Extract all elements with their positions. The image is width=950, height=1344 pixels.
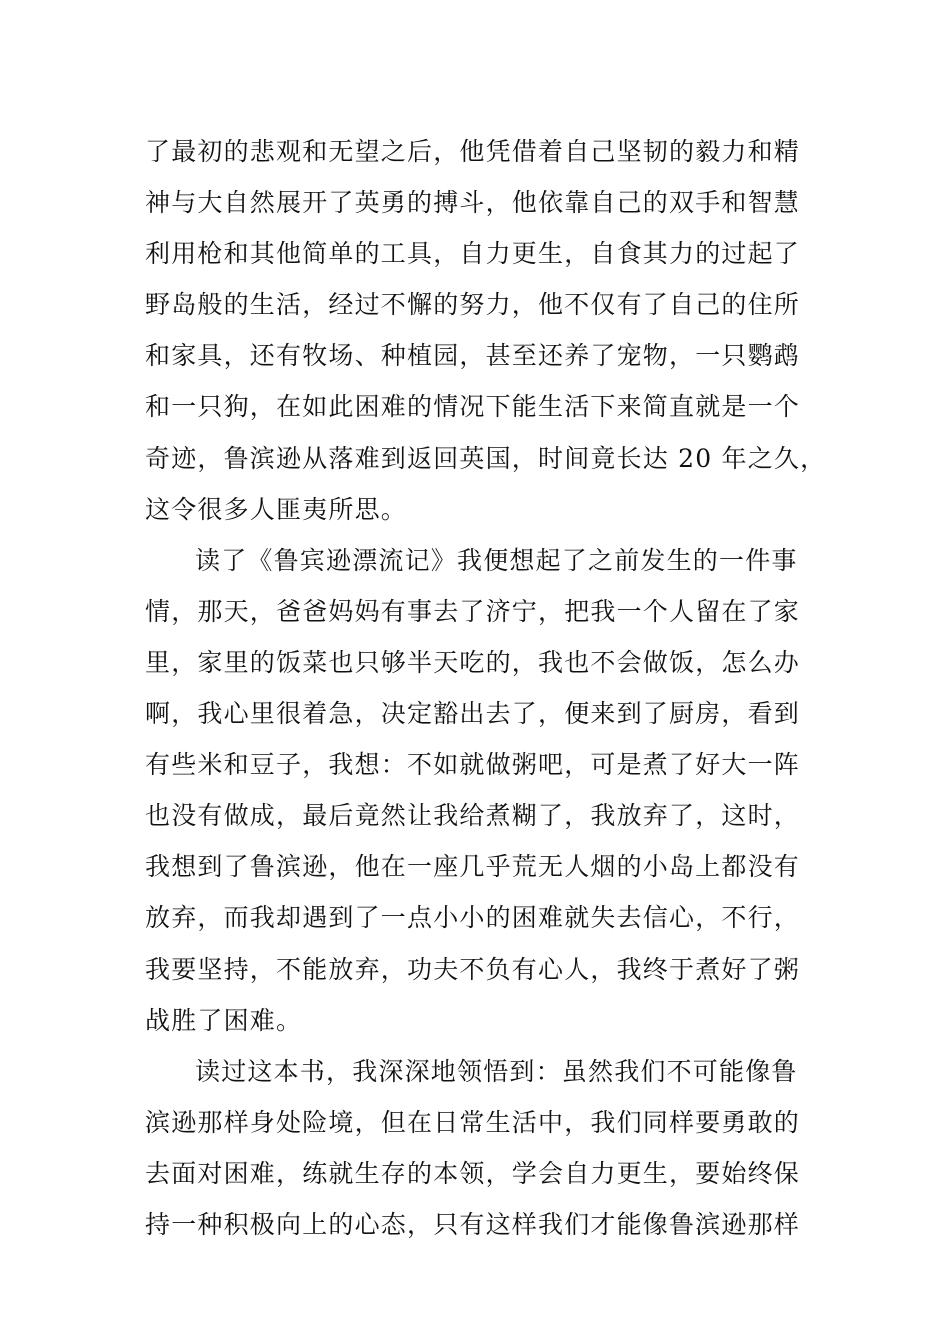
paragraph-line: 持一种积极向上的心态，只有这样我们才能像鲁滨逊那样 <box>145 1209 801 1239</box>
paragraph-line: 野岛般的生活，经过不懈的努力，他不仅有了自己的住所 <box>145 290 801 320</box>
paragraph-line: 读过这本书，我深深地领悟到：虽然我们不可能像鲁 <box>195 1056 798 1086</box>
paragraph-line: 去面对困难，练就生存的本领，学会自力更生，要始终保 <box>145 1158 801 1188</box>
document-body <box>145 126 827 1250</box>
paragraph-line: 情，那天，爸爸妈妈有事去了济宁，把我一个人留在了家 <box>145 596 801 626</box>
paragraph-1 <box>145 126 827 535</box>
paragraph-line: 了最初的悲观和无望之后，他凭借着自己坚韧的毅力和精 <box>145 137 801 166</box>
paragraph-line: 我要坚持，不能放弃，功夫不负有心人，我终于煮好了粥 <box>145 954 801 984</box>
paragraph-line: 我想到了鲁滨逊，他在一座几乎荒无人烟的小岛上都没有 <box>145 852 801 882</box>
paragraph-line: 战胜了困难。 <box>145 1005 303 1035</box>
paragraph-line: 神与大自然展开了英勇的搏斗，他依靠自己的双手和智慧 <box>145 188 801 218</box>
paragraph-line: 有些米和豆子，我想：不如就做粥吧，可是煮了好大一阵 <box>145 750 801 780</box>
paragraph-line: 利用枪和其他简单的工具，自力更生，自食其力的过起了 <box>145 239 801 269</box>
paragraph-line: 和家具，还有牧场、种植园，甚至还养了宠物，一只鹦鹉 <box>145 341 801 371</box>
paragraph-line: 也没有做成，最后竟然让我给煮糊了，我放弃了，这时， <box>145 801 801 831</box>
paragraph-line: 奇迹，鲁滨逊从落难到返回英国，时间竟长达 20 年之久， <box>145 443 827 473</box>
paragraph-line: 读了《鲁宾逊漂流记》我便想起了之前发生的一件事 <box>195 545 798 575</box>
paragraph-line: 滨逊那样身处险境，但在日常生活中，我们同样要勇敢的 <box>145 1107 801 1137</box>
paragraph-2 <box>145 535 810 1046</box>
paragraph-line: 里，家里的饭菜也只够半天吃的，我也不会做饭，怎么办 <box>145 647 801 677</box>
paragraph-line: 放弃，而我却遇到了一点小小的困难就失去信心，不行， <box>145 903 801 933</box>
paragraph-3 <box>145 1046 810 1250</box>
paragraph-line: 啊，我心里很着急，决定豁出去了，便来到了厨房，看到 <box>145 699 801 729</box>
paragraph-line: 这令很多人匪夷所思。 <box>145 494 408 524</box>
paragraph-line: 和一只狗，在如此困难的情况下能生活下来简直就是一个 <box>145 392 801 422</box>
